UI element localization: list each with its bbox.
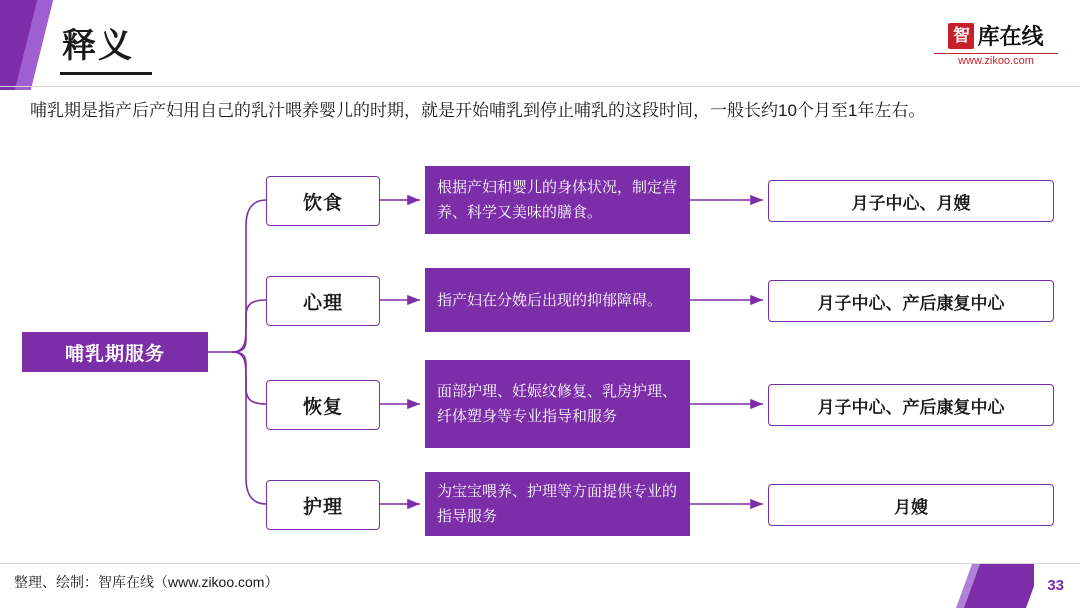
- category-node-4: 护理: [266, 480, 380, 530]
- logo-mark-icon: 智: [948, 23, 974, 49]
- footer-divider: [0, 563, 1080, 564]
- description-node-3: 面部护理、妊娠纹修复、乳房护理、纤体塑身等专业指导和服务: [425, 360, 690, 448]
- description-node-2: 指产妇在分娩后出现的抑郁障碍。: [425, 268, 690, 332]
- category-node-3: 恢复: [266, 380, 380, 430]
- target-node-2: 月子中心、产后康复中心: [768, 280, 1054, 322]
- target-node-4: 月嫂: [768, 484, 1054, 526]
- logo: [934, 20, 1058, 67]
- footer-accent-shape: [938, 564, 1034, 608]
- header-accent-shape: [0, 0, 60, 90]
- description-node-1: 根据产妇和婴儿的身体状况，制定营养、科学又美味的膳食。: [425, 166, 690, 234]
- header-divider: [0, 86, 1080, 87]
- category-node-2: 心理: [266, 276, 380, 326]
- page-number: 33: [1047, 577, 1064, 594]
- title-underline: [60, 72, 152, 75]
- description-node-4: 为宝宝喂养、护理等方面提供专业的指导服务: [425, 472, 690, 536]
- target-node-3: 月子中心、产后康复中心: [768, 384, 1054, 426]
- logo-text: 库在线: [977, 24, 1044, 49]
- logo-main: [934, 20, 1058, 51]
- intro-paragraph: 哺乳期是指产后产妇用自己的乳汁喂养婴儿的时期，就是开始哺乳到停止哺乳的这段时间，一般长约10个月至1年左右。: [30, 101, 926, 120]
- category-node-1: 饮食: [266, 176, 380, 226]
- page-title: 释义: [62, 27, 134, 65]
- logo-url: www.zikoo.com: [934, 53, 1058, 67]
- target-node-1: 月子中心、月嫂: [768, 180, 1054, 222]
- diagram-root-node: 哺乳期服务: [22, 332, 208, 372]
- diagram: [0, 150, 1080, 550]
- footer-credit: 整理、绘制：智库在线（www.zikoo.com）: [14, 574, 279, 590]
